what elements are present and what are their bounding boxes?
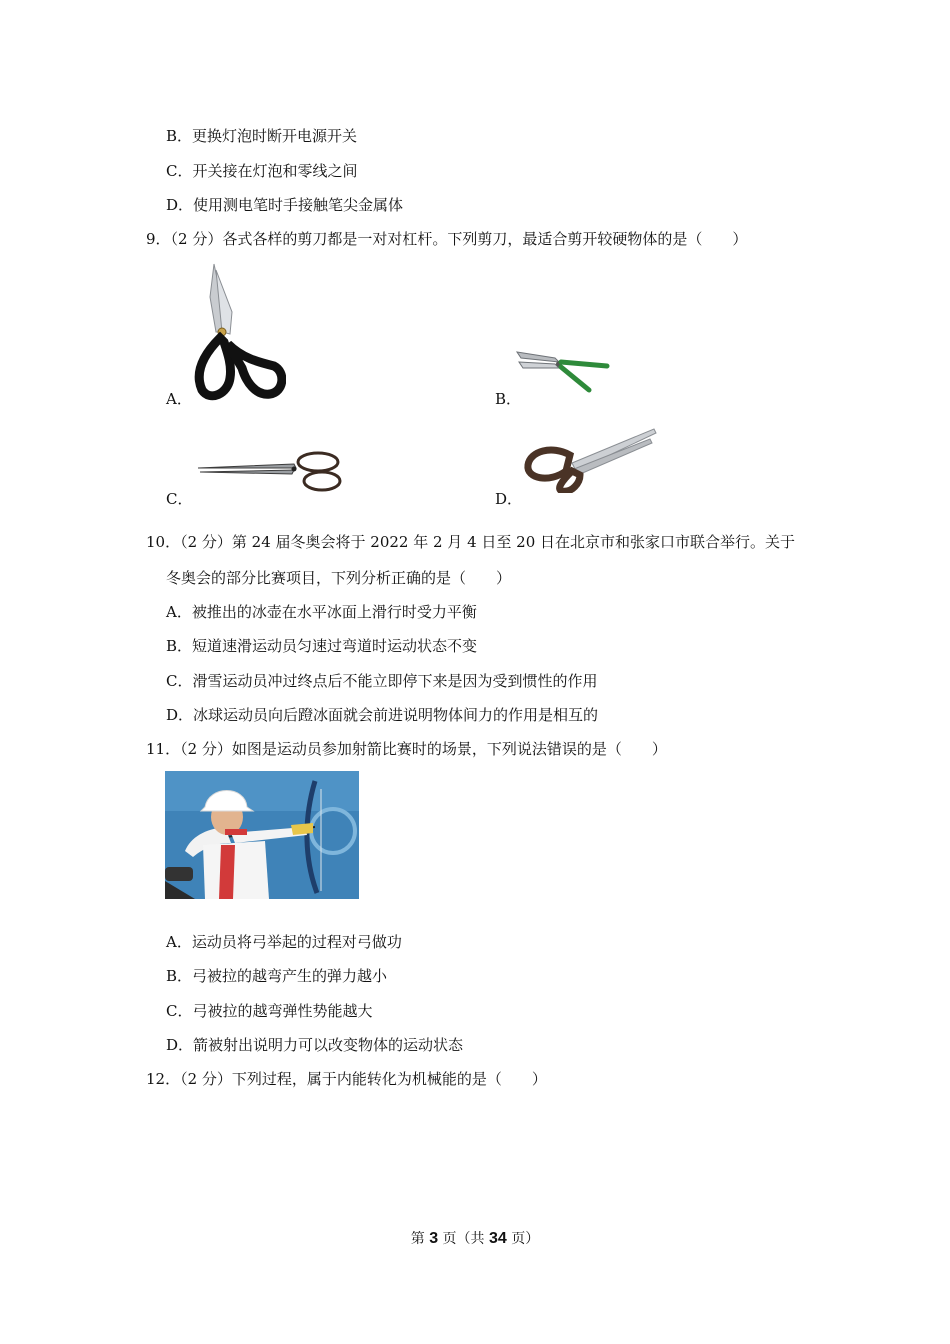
q9-image-d-household-scissors bbox=[522, 425, 658, 493]
q8-option-d: D．使用测电笔时手接触笔尖金属体 bbox=[166, 196, 404, 214]
q10-stem-line1: 10．（2 分）第 24 届冬奥会将于 2022 年 2 月 4 日至 20 日在北京市和张家口市联合举行。关于 bbox=[146, 533, 796, 551]
footer-total-pages: 34 bbox=[489, 1230, 507, 1247]
q11-option-d: D．箭被射出说明力可以改变物体的运动状态 bbox=[166, 1036, 464, 1054]
footer-middle: 页（共 bbox=[438, 1231, 489, 1247]
q11-option-a: A．运动员将弓举起的过程对弓做功 bbox=[166, 933, 402, 951]
q11-option-c: C．弓被拉的越弯弹性势能越大 bbox=[166, 1002, 373, 1020]
q9-stem: 9．（2 分）各式各样的剪刀都是一对对杠杆。下列剪刀，最适合剪开较硬物体的是（ ） bbox=[146, 230, 748, 248]
q9-label-d: D． bbox=[495, 490, 523, 508]
footer-suffix: 页） bbox=[506, 1231, 540, 1247]
q9-label-a: A． bbox=[166, 390, 192, 408]
q9-label-c: C． bbox=[166, 490, 193, 508]
q8-option-c: C．开关接在灯泡和零线之间 bbox=[166, 162, 358, 180]
q10-option-c: C．滑雪运动员冲过终点后不能立即停下来是因为受到惯性的作用 bbox=[166, 672, 598, 690]
q10-option-d: D．冰球运动员向后蹬冰面就会前进说明物体间力的作用是相互的 bbox=[166, 706, 599, 724]
q10-option-b: B．短道速滑运动员匀速过弯道时运动状态不变 bbox=[166, 637, 478, 655]
q11-image-archer-photo bbox=[165, 771, 359, 899]
q9-image-a-heavy-scissors bbox=[194, 262, 286, 402]
page-footer bbox=[0, 1229, 950, 1249]
q8-option-b: B．更换灯泡时断开电源开关 bbox=[166, 127, 358, 145]
q10-option-a: A．被推出的冰壶在水平冰面上滑行时受力平衡 bbox=[166, 603, 477, 621]
footer-page-number: 3 bbox=[429, 1230, 439, 1247]
q12-stem: 12．（2 分）下列过程，属于内能转化为机械能的是（ ） bbox=[146, 1070, 547, 1088]
q9-image-c-long-thin-scissors bbox=[196, 450, 344, 492]
q9-label-b: B． bbox=[495, 390, 522, 408]
q11-option-b: B．弓被拉的越弯产生的弹力越小 bbox=[166, 967, 388, 985]
footer-prefix: 第 bbox=[410, 1231, 430, 1247]
q9-image-b-pruning-shears bbox=[515, 344, 611, 398]
q11-stem: 11．（2 分）如图是运动员参加射箭比赛时的场景，下列说法错误的是（ ） bbox=[146, 740, 667, 758]
q10-stem-line2: 冬奥会的部分比赛项目，下列分析正确的是（ ） bbox=[166, 569, 512, 587]
